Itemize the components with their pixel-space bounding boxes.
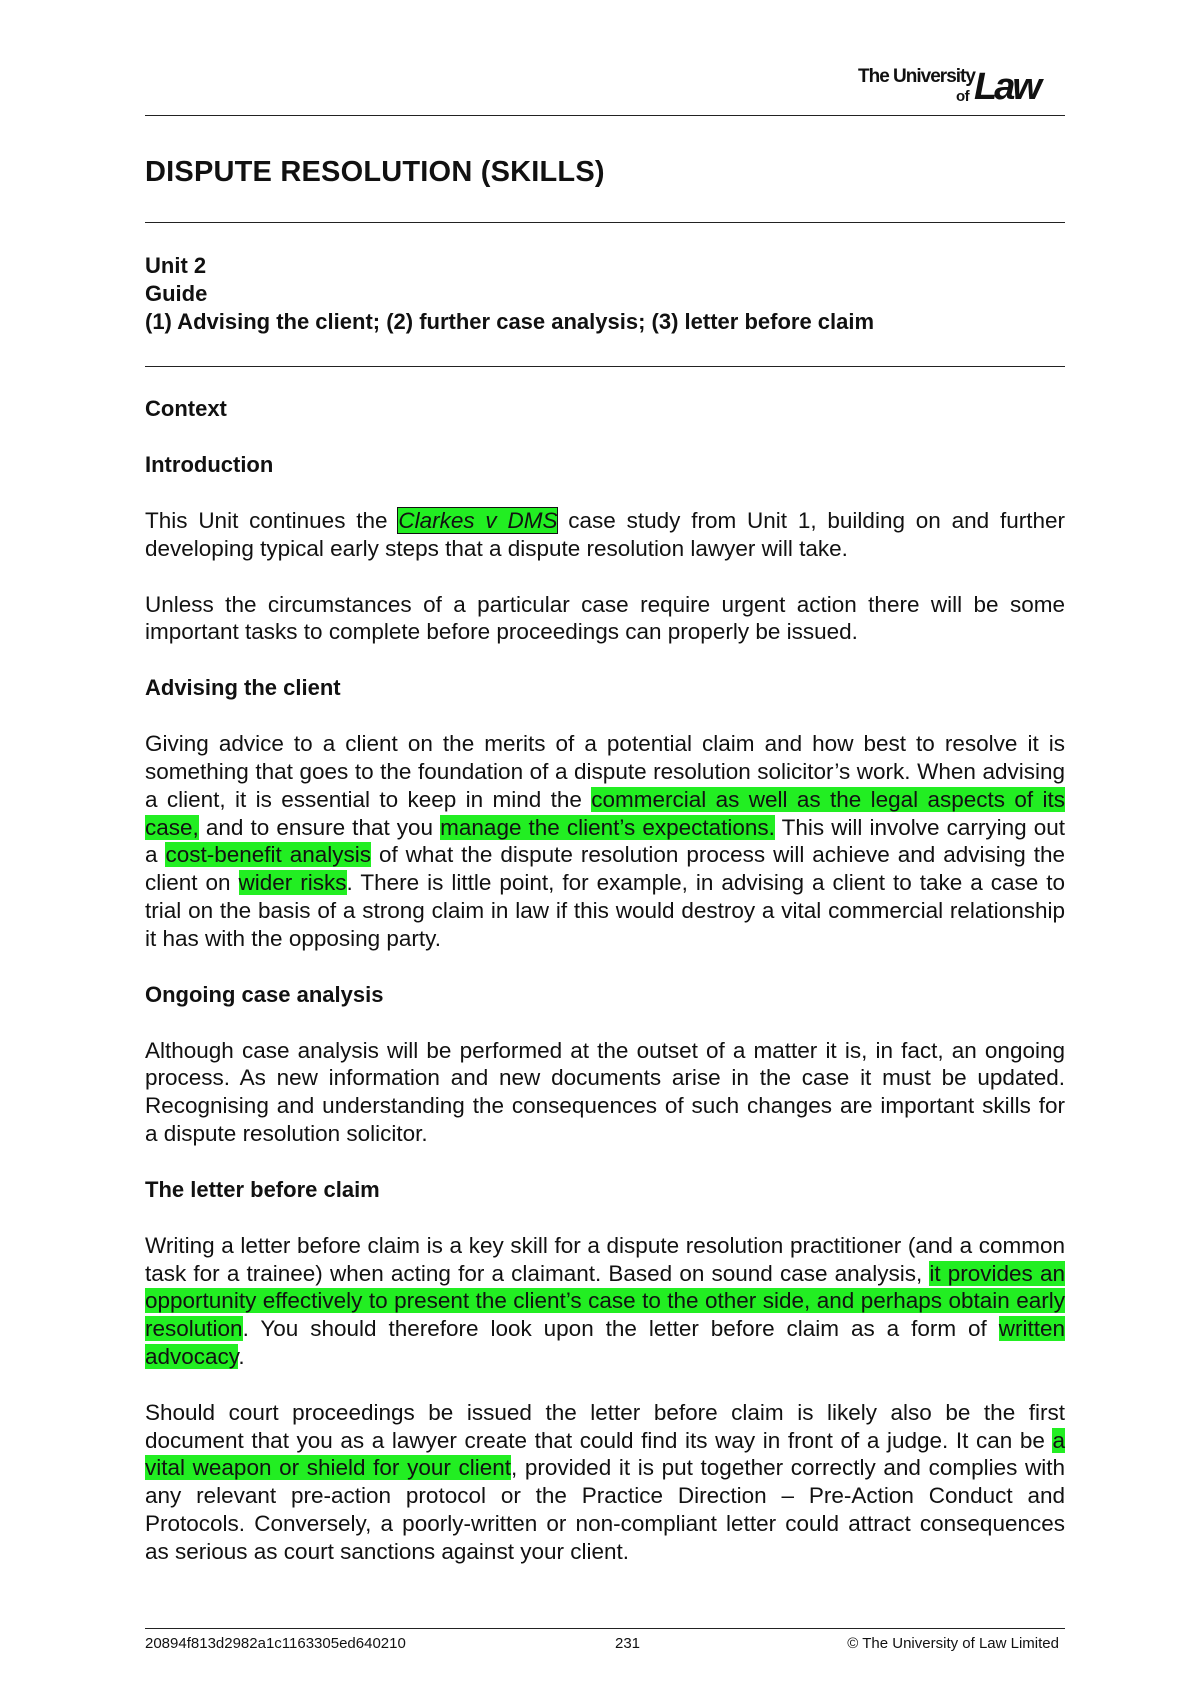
highlight-wider-risks: wider risks [238, 870, 347, 896]
document-title: DISPUTE RESOLUTION (SKILLS) [145, 156, 605, 188]
logo-line-3: Law [974, 66, 1039, 108]
letter-paragraph-2 [145, 1399, 1065, 1566]
footer-rule [145, 1628, 1065, 1629]
unit-label: Unit 2 [145, 253, 207, 278]
ongoing-paragraph: Although case analysis will be performed at the outset of a matter it is, in fact, an ongoing process. As new information and new documents arise in the case it must be updated. Recognising and understanding the consequences of such changes are important skills for a dispute resolution solicitor. [145, 1037, 1065, 1146]
advising-paragraph [145, 730, 1065, 952]
university-of-law-logo [854, 64, 1064, 108]
unit-block [145, 252, 874, 336]
highlight-case-name: Clarkes v DMS [398, 508, 558, 533]
text-run: . There is little point, for example, in advising a client to take a case to trial on the basis of a strong claim in law if this would destroy a vital commercial relationship it has with the opposing party. [145, 870, 1065, 951]
intro-paragraph-2: Unless the circumstances of a particular case require urgent action there will be some important tasks to complete before proceedings can properly be issued. [145, 591, 1065, 645]
advising-heading: Advising the client [145, 675, 341, 701]
page-number: 231 [615, 1635, 641, 1652]
highlight-cost-benefit: cost-benefit analysis [165, 842, 372, 868]
introduction-heading: Introduction [145, 452, 274, 477]
text-run: and to ensure that you [198, 814, 441, 840]
context-heading: Context [145, 396, 227, 421]
logo-line-1: The University [858, 66, 975, 87]
header-rule [145, 115, 1065, 116]
highlight-weapon-shield: a vital weapon or shield for your client [145, 1427, 1065, 1481]
text-run: . You should therefore look upon the letter before claim as a form of [242, 1316, 999, 1342]
copyright-notice: © The University of Law Limited [847, 1635, 1059, 1652]
highlight-commercial-legal: commercial as well as the legal aspects of its case, [145, 786, 1066, 840]
text-run: . [238, 1343, 245, 1369]
text-run: , provided it is put together correctly and complies with any relevant pre-action protocol or the Practice Direction – Pre-Action Conduct and Protocols. Conversely, a poorly-written or non-compliant letter could attract consequences as serious as court sanctions against your client. [145, 1455, 1065, 1564]
document-body [145, 395, 1065, 1594]
text-run: of what the dispute resolution process will achieve and advising the client on [145, 842, 1066, 896]
letter-paragraph-1 [145, 1232, 1065, 1371]
logo-line-2: of [956, 88, 970, 105]
text-run: Giving advice to a client on the merits of a potential claim and how best to resolve it is something that goes to the foundation of a dispute resolution solicitor’s work. When advising a client, it is essential to keep in mind the [145, 731, 1065, 812]
text-run: Should court proceedings be issued the letter before claim is likely also be the first document that you as a lawyer create that could find its way in front of a judge. It can be [145, 1399, 1065, 1453]
ongoing-heading: Ongoing case analysis [145, 981, 384, 1007]
text-run: case study from Unit 1, building on and further developing typical early steps that a dispute resolution lawyer will take. [145, 508, 1065, 561]
text-run: This Unit continues the [145, 508, 399, 533]
unit-rule [145, 366, 1065, 367]
document-id: 20894f813d2982a1c1163305ed640210 [145, 1635, 406, 1652]
highlight-manage-expectations: manage the client’s expectations. [440, 814, 775, 840]
text-run: This will involve carrying out a [145, 814, 1066, 868]
topics-label: (1) Advising the client; (2) further case analysis; (3) letter before claim [145, 309, 875, 334]
highlight-written-advocacy: written advocacy [145, 1316, 1065, 1369]
title-rule [145, 222, 1065, 223]
text-run: Writing a letter before claim is a key skill for a dispute resolution practitioner (and a common task for a trainee) when acting for a claimant. Based on sound case analysis, [145, 1232, 1065, 1286]
intro-paragraph-1 [145, 507, 1065, 563]
highlight-opportunity: it provides an opportunity effectively to present the client’s case to the other side, and perhaps obtain early resolution [145, 1260, 1065, 1342]
guide-label: Guide [145, 281, 208, 306]
letter-heading: The letter before claim [145, 1176, 380, 1202]
